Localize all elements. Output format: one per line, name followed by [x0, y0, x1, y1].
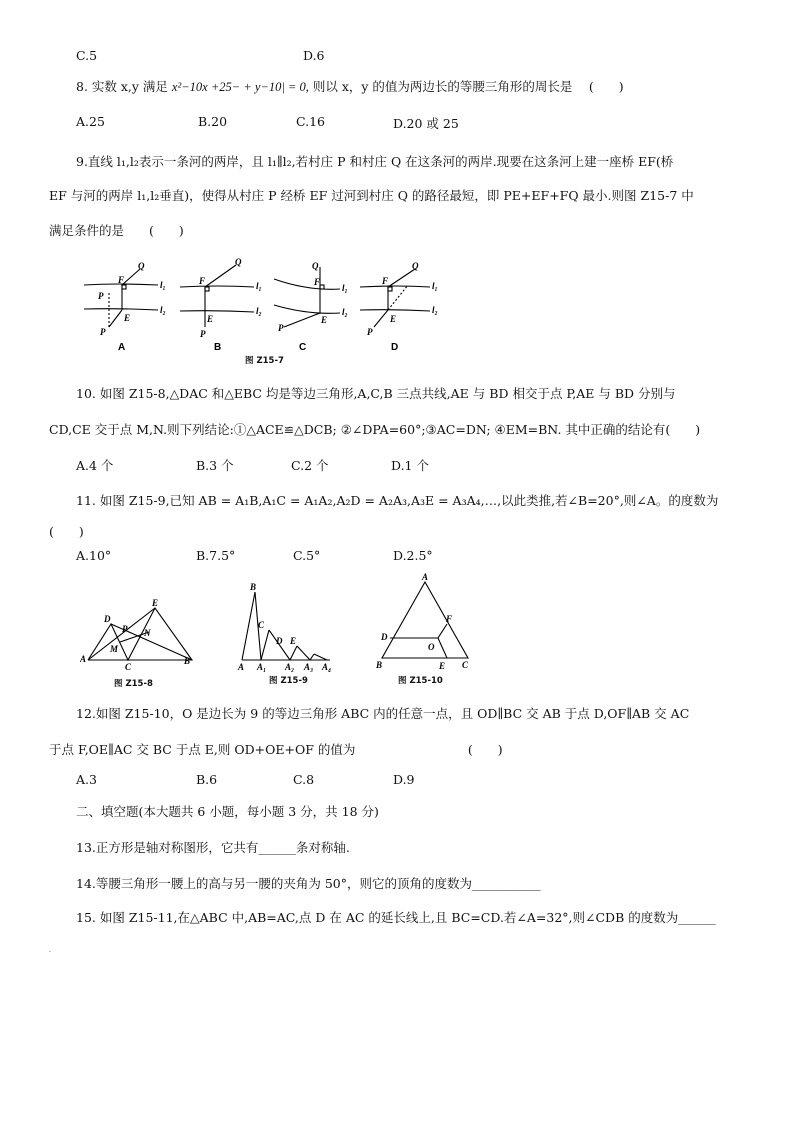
svg-text:M: M [110, 644, 119, 654]
q10-line-2: CD,CE 交于点 M,N.则下列结论:①△ACE≌△DCB; ②∠DPA=60°;③AC=DN; ④EM=BN. 其中正确的结论有( ) [49, 422, 701, 437]
q11-option-d: D.2.5° [393, 548, 433, 563]
svg-text:A₂: A₂ [285, 662, 295, 672]
svg-text:O: O [428, 642, 435, 652]
q12-line-1: 12.如图 Z15-10，O 是边长为 9 的等边三角形 ABC 内的任意一点，且 OD∥BC 交 AB 于点 D,OF∥AB 交 AC [76, 706, 690, 721]
svg-text:Q: Q [235, 257, 242, 267]
q8-option-a: A.25 [76, 114, 105, 129]
svg-text:E: E [321, 315, 328, 325]
svg-text:l₁: l₁ [256, 281, 262, 291]
svg-text:D: D [276, 636, 283, 646]
svg-text:l₁: l₁ [432, 281, 438, 291]
q11-line-2: ( ) [49, 524, 84, 539]
svg-text:l₂: l₂ [256, 306, 262, 316]
footer-dot: . [49, 947, 51, 954]
svg-text:E: E [439, 661, 446, 671]
svg-text:P: P [122, 624, 128, 634]
svg-text:N: N [144, 628, 151, 638]
svg-text:F: F [382, 276, 389, 286]
figure-z15-7 [78, 255, 448, 370]
svg-text:Q: Q [312, 261, 319, 271]
q8-suffix: 则以 x，y 的值为两边长的等腰三角形的周长是 ( ) [312, 79, 624, 94]
svg-text:F: F [314, 277, 321, 287]
q9-line-1: 9.直线 l₁,l₂表示一条河的两岸，且 l₁∥l₂,若村庄 P 和村庄 Q 在这条河的两岸.现要在这条河上建一座桥 EF(桥 [76, 154, 674, 169]
svg-text:E: E [290, 636, 297, 646]
svg-text:A: A [80, 654, 87, 664]
svg-text:B: B [250, 582, 257, 592]
figures-z15-8-9-10 [80, 570, 480, 675]
figure-z15-10-caption: 图 Z15-10 [398, 676, 443, 686]
q11-option-b: B.7.5° [196, 548, 236, 563]
svg-text:P: P [100, 327, 106, 337]
svg-text:C: C [462, 660, 469, 670]
fig-label-a: A [118, 342, 126, 353]
q12-line-2: 于点 F,OE∥AC 交 BC 于点 E,则 OD+OE+OF 的值为 ( ) [49, 742, 503, 757]
q12-option-a: A.3 [76, 772, 97, 787]
q10-option-a: A.4 个 [76, 458, 114, 473]
q9-line-3: 满足条件的是 ( ) [49, 223, 184, 238]
svg-text:l₁: l₁ [160, 280, 166, 290]
svg-text:A₃: A₃ [304, 662, 314, 672]
q7-option-c: C.5 [76, 48, 98, 63]
svg-text:P: P [200, 329, 206, 339]
svg-text:F: F [199, 276, 206, 286]
svg-text:E: E [390, 314, 397, 324]
svg-text:B: B [184, 656, 191, 666]
svg-text:D: D [381, 632, 388, 642]
question-13: 13.正方形是轴对称图形，它共有______条对称轴. [76, 840, 350, 855]
svg-text:D: D [104, 614, 111, 624]
svg-text:P: P [278, 323, 284, 333]
figure-z15-9-caption: 图 Z15-9 [269, 676, 308, 686]
svg-text:l₂: l₂ [432, 305, 438, 315]
q12-option-b: B.6 [196, 772, 218, 787]
q9-line-2: EF 与河的两岸 l₁,l₂垂直)，使得从村庄 P 经桥 EF 过河到村庄 Q 的路径最短，即 PE+EF+FQ 最小.则图 Z15-7 中 [49, 188, 694, 203]
figure-z15-7-caption: 图 Z15-7 [245, 356, 284, 366]
q8-option-b: B.20 [198, 114, 228, 129]
q11-line-1: 11. 如图 Z15-9,已知 AB = A₁B,A₁C = A₁A₂,A₂D = A₂A₃,A₃E = A₃A₄,…,以此类推,若∠B=20°,则∠A。的度数为 [76, 493, 719, 508]
fig-label-c: C [299, 342, 307, 353]
svg-text:B: B [376, 660, 383, 670]
svg-text:l₁: l₁ [342, 283, 348, 293]
q8-option-c: C.16 [296, 114, 325, 129]
svg-text:Q: Q [412, 261, 419, 271]
fig-label-b: B [214, 342, 222, 353]
svg-text:A₁: A₁ [257, 662, 267, 672]
fig-label-d: D [391, 342, 399, 353]
q11-option-a: A.10° [76, 548, 112, 563]
q10-option-c: C.2 个 [291, 458, 329, 473]
q10-option-d: D.1 个 [391, 458, 429, 473]
q8-formula: x²−10x +25− + y−10| = 0, [171, 80, 309, 94]
section-2-heading: 二、填空题(本大题共 6 小题，每小题 3 分，共 18 分) [76, 804, 379, 819]
svg-text:l₂: l₂ [160, 305, 166, 315]
question-15: 15. 如图 Z15-11,在△ABC 中,AB=AC,点 D 在 AC 的延长线上,且 BC=CD.若∠A=32°,则∠CDB 的度数为______ [76, 910, 716, 925]
q11-option-c: C.5° [293, 548, 321, 563]
q12-option-c: C.8 [293, 772, 315, 787]
q10-line-1: 10. 如图 Z15-8,△DAC 和△EBC 均是等边三角形,A,C,B 三点共线,AE 与 BD 相交于点 P,AE 与 BD 分别与 [76, 386, 676, 401]
svg-text:E: E [152, 598, 159, 608]
svg-text:P: P [367, 327, 373, 337]
question-8 [76, 77, 624, 95]
q7-option-d: D.6 [303, 48, 325, 63]
svg-text:C: C [258, 620, 265, 630]
svg-text:E: E [207, 314, 214, 324]
svg-text:l₂: l₂ [342, 307, 348, 317]
q12-option-d: D.9 [393, 772, 415, 787]
svg-text:E: E [124, 313, 131, 323]
svg-text:A₄: A₄ [322, 662, 332, 672]
svg-text:A: A [238, 662, 245, 672]
svg-text:Q: Q [138, 261, 145, 271]
svg-text:C: C [125, 662, 132, 672]
figure-z15-8-caption: 图 Z15-8 [114, 679, 153, 689]
svg-text:P: P [98, 291, 104, 301]
q8-option-d: D.20 或 25 [393, 116, 459, 131]
q8-prefix: 8. 实数 x,y 满足 [76, 79, 168, 94]
svg-text:F: F [446, 614, 453, 624]
svg-text:A: A [422, 572, 429, 582]
question-14: 14.等腰三角形一腰上的高与另一腰的夹角为 50°，则它的顶角的度数为___________ [76, 876, 541, 891]
q10-option-b: B.3 个 [196, 458, 234, 473]
svg-text:F: F [118, 275, 125, 285]
